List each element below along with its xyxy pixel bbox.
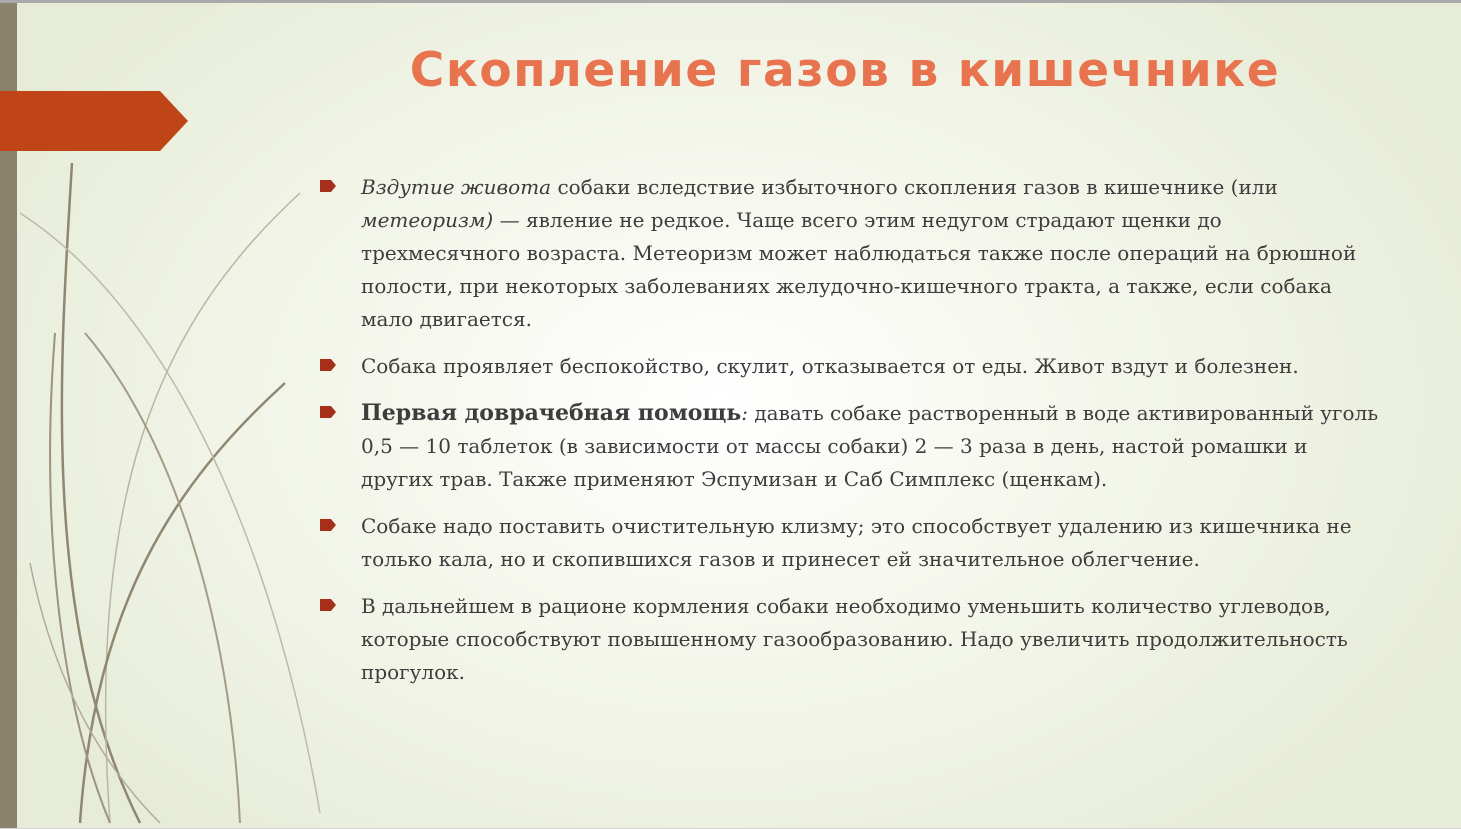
bullet-emphasis: метеоризм)	[361, 208, 494, 232]
list-item	[320, 510, 1380, 576]
bullet-text: — явление не редкое. Чаще всего этим недугом страдают щенки до трехмесячного возраста. Метеоризм может наблюдаться также после операций на брюшной полости, при некоторых заболеваниях желудочно-кишечного тракта, а также, если собака мало двигается.	[361, 208, 1357, 331]
presentation-slide	[0, 3, 1461, 828]
arrow-bullet-icon	[320, 598, 337, 612]
arrow-bullet-icon	[320, 518, 337, 532]
bullet-lead-colon: :	[741, 401, 748, 425]
arrow-bullet-icon	[320, 358, 337, 372]
bullet-text: Собаке надо поставить очистительную клизму; это способствует удалению из кишечника не только кала, но и скопившихся газов и принесет ей значительное облегчение.	[361, 514, 1352, 571]
arrow-bullet-icon	[320, 405, 337, 419]
bullet-list	[320, 171, 1380, 703]
bullet-text: В дальнейшем в рационе кормления собаки необходимо уменьшить количество углеводов, которые способствуют повышенному газообразованию. Надо увеличить продолжительность прогулок.	[361, 594, 1348, 684]
bullet-text: Собака проявляет беспокойство, скулит, отказывается от еды. Живот вздут и болезнен.	[361, 354, 1299, 378]
chevron-banner	[0, 91, 190, 153]
list-item	[320, 590, 1380, 689]
list-item	[320, 350, 1380, 383]
bullet-text: давать собаке растворенный в воде активированный уголь 0,5 — 10 таблеток (в зависимости от массы собаки) 2 — 3 раза в день, настой ромашки и других трав. Также применяют Эспумизан и Саб Симплекс (щенкам).	[361, 401, 1379, 491]
slide-title: Скопление газов в кишечнике	[409, 43, 1281, 98]
list-item	[320, 397, 1380, 496]
bullet-emphasis: Вздутие живота	[361, 175, 552, 199]
list-item	[320, 171, 1380, 336]
bullet-text: собаки вследствие избыточного скопления газов в кишечнике (или	[551, 175, 1278, 199]
arrow-bullet-icon	[320, 179, 337, 193]
bullet-lead: Первая доврачебная помощь	[361, 400, 742, 426]
